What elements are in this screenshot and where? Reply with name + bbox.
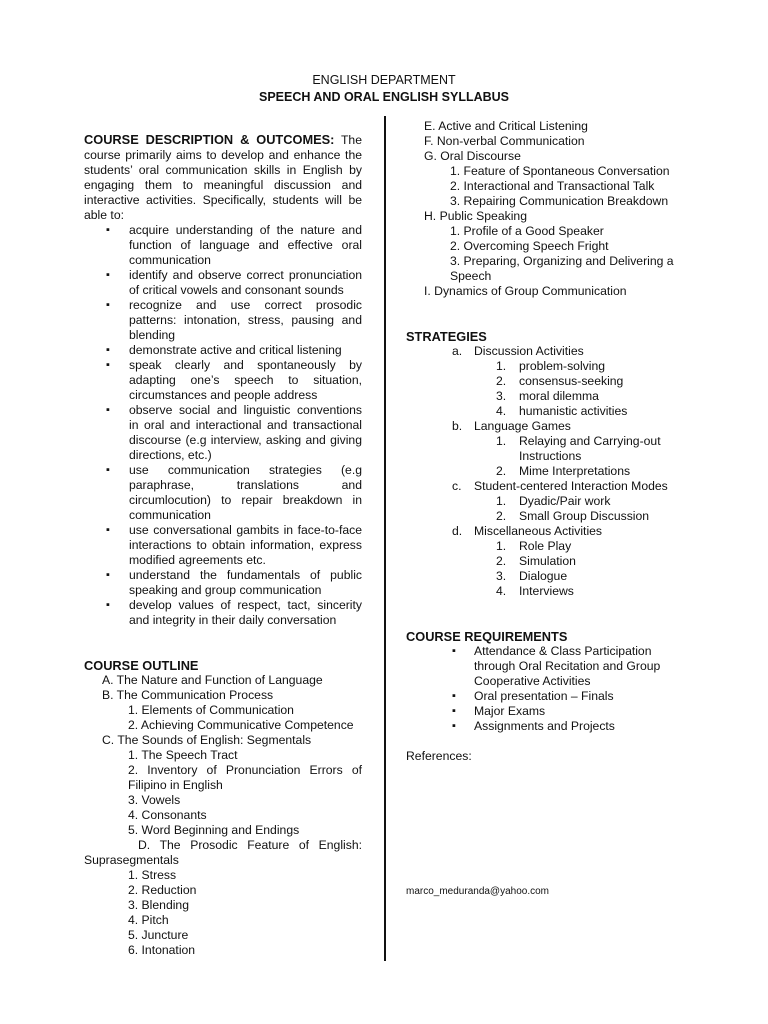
outcome-item: ▪ use conversational gambits in face-to-face interactions to obtain information, express modified agreements etc. — [84, 523, 362, 568]
strategy-item: 3. moral dilemma — [496, 389, 599, 403]
outline-item-g: G. Oral Discourse — [424, 149, 521, 163]
strategy-item: 1. Relaying and Carrying-out Instructions — [496, 434, 661, 463]
outline-item-h: H. Public Speaking — [424, 209, 527, 223]
outline-item-b: B. The Communication Process — [102, 688, 274, 702]
outline-subitem: 1. The Speech Tract — [128, 748, 238, 762]
outline-subitem: 6. Intonation — [128, 943, 196, 957]
outline-item-f: F. Non-verbal Communication — [424, 134, 585, 148]
strategy-group-b — [406, 419, 706, 434]
strategy-item: 1. Dyadic/Pair work — [496, 494, 611, 508]
strategy-label: Discussion Activities — [474, 344, 584, 358]
strategy-item: 2. consensus-seeking — [496, 374, 624, 388]
outcome-item: ▪ identify and observe correct pronunciation of critical vowels and consonant sounds — [84, 268, 362, 298]
references-label: References: — [406, 749, 472, 763]
strategy-item: 1. problem-solving — [496, 359, 606, 373]
outline-subitem: 1. Profile of a Good Speaker — [450, 224, 604, 238]
requirement-item: ▪ Oral presentation – Finals — [406, 689, 666, 704]
left-column — [84, 132, 362, 958]
strategy-group-d — [406, 524, 706, 539]
contact-email: marco_meduranda@yahoo.com — [406, 886, 550, 897]
requirement-item: ▪ Attendance & Class Participation through Oral Recitation and Group Cooperative Activities — [406, 644, 666, 689]
column-divider — [384, 116, 386, 961]
strategy-marker: c. — [452, 479, 462, 493]
strategy-item: 3. Dialogue — [496, 569, 568, 583]
strategy-item: 4. humanistic activities — [496, 404, 628, 418]
outline-item-c: C. The Sounds of English: Segmentals — [102, 733, 312, 747]
strategy-item: 2. Simulation — [496, 554, 576, 568]
outline-subitem: 2. Interactional and Transactional Talk — [450, 179, 655, 193]
outline-item-d: D. The Prosodic Feature of English: Suprasegmentals — [84, 838, 362, 867]
requirements-heading: COURSE REQUIREMENTS — [406, 629, 568, 644]
requirement-item: ▪ Assignments and Projects — [406, 719, 666, 734]
strategy-group-c — [406, 479, 706, 494]
course-description-intro: The course primarily aims to develop and enhance the students’ oral communication skills in English by engaging them to meaningful discussion and interactive activities. Specifically, students will be able to: — [84, 133, 362, 222]
outcome-item: ▪ demonstrate active and critical listening — [84, 343, 362, 358]
outline-subitem: 2. Overcoming Speech Fright — [450, 239, 609, 253]
outcome-item: ▪ speak clearly and spontaneously by adapting one’s speech to situation, circumstances and people address — [84, 358, 362, 403]
strategies-heading: STRATEGIES — [406, 329, 487, 344]
outline-subitem: 1. Elements of Communication — [128, 703, 294, 717]
right-column — [406, 119, 706, 764]
outline-subitem: 2. Achieving Communicative Competence — [128, 718, 354, 732]
strategy-group-a — [406, 344, 706, 359]
outline-subitem: 4. Consonants — [128, 808, 207, 822]
strategy-label: Miscellaneous Activities — [474, 524, 603, 538]
syllabus-title: SPEECH AND ORAL ENGLISH SYLLABUS — [258, 90, 510, 104]
outline-item-a: A. The Nature and Function of Language — [102, 673, 323, 687]
course-description — [84, 132, 362, 223]
outline-subitem: 5. Word Beginning and Endings — [128, 823, 300, 837]
outcomes-list — [84, 223, 362, 628]
outline-subitem: 2. Inventory of Pronunciation Errors of Filipino in English — [128, 763, 362, 792]
outcome-item: ▪ acquire understanding of the nature and function of language and effective oral communication — [84, 223, 362, 268]
outline-subitem: 3. Preparing, Organizing and Delivering a Speech — [450, 254, 674, 283]
strategy-marker: a. — [452, 344, 463, 358]
requirement-item: ▪ Major Exams — [406, 704, 666, 719]
strategy-label: Language Games — [474, 419, 571, 433]
strategy-item: 4. Interviews — [496, 584, 574, 598]
outline-item-e: E. Active and Critical Listening — [424, 119, 588, 133]
outline-subitem: 1. Feature of Spontaneous Conversation — [450, 164, 670, 178]
course-description-heading: COURSE DESCRIPTION & OUTCOMES: — [84, 132, 335, 147]
outline-item-i: I. Dynamics of Group Communication — [424, 284, 627, 298]
outline-subitem: 5. Juncture — [128, 928, 189, 942]
requirements-list — [406, 644, 666, 734]
outline-subitem: 1. Stress — [128, 868, 177, 882]
outline-subitem: 4. Pitch — [128, 913, 169, 927]
outcome-item: ▪ develop values of respect, tact, sincerity and integrity in their daily conversation — [84, 598, 362, 628]
outcome-item: ▪ recognize and use correct prosodic patterns: intonation, stress, pausing and blending — [84, 298, 362, 343]
outcome-item: ▪ observe social and linguistic conventions in oral and interactional and transactional discourse (e.g interview, asking and giving directions, etc.) — [84, 403, 362, 463]
strategy-label: Student-centered Interaction Modes — [474, 479, 668, 493]
strategy-item: 2. Mime Interpretations — [496, 464, 631, 478]
department-label: ENGLISH DEPARTMENT — [312, 73, 456, 87]
outline-subitem: 2. Reduction — [128, 883, 197, 897]
strategy-item: 1. Role Play — [496, 539, 572, 553]
outline-subitem: 3. Vowels — [128, 793, 181, 807]
strategy-item: 2. Small Group Discussion — [496, 509, 650, 523]
outcome-item: ▪ understand the fundamentals of public speaking and group communication — [84, 568, 362, 598]
outline-subitem: 3. Blending — [128, 898, 189, 912]
course-outline-heading: COURSE OUTLINE — [84, 658, 199, 673]
strategy-marker: b. — [452, 419, 463, 433]
strategy-marker: d. — [452, 524, 463, 538]
outline-subitem: 3. Repairing Communication Breakdown — [450, 194, 669, 208]
outcome-item: ▪ use communication strategies (e.g paraphrase, translations and circumlocution) to repair breakdown in communication — [84, 463, 362, 523]
